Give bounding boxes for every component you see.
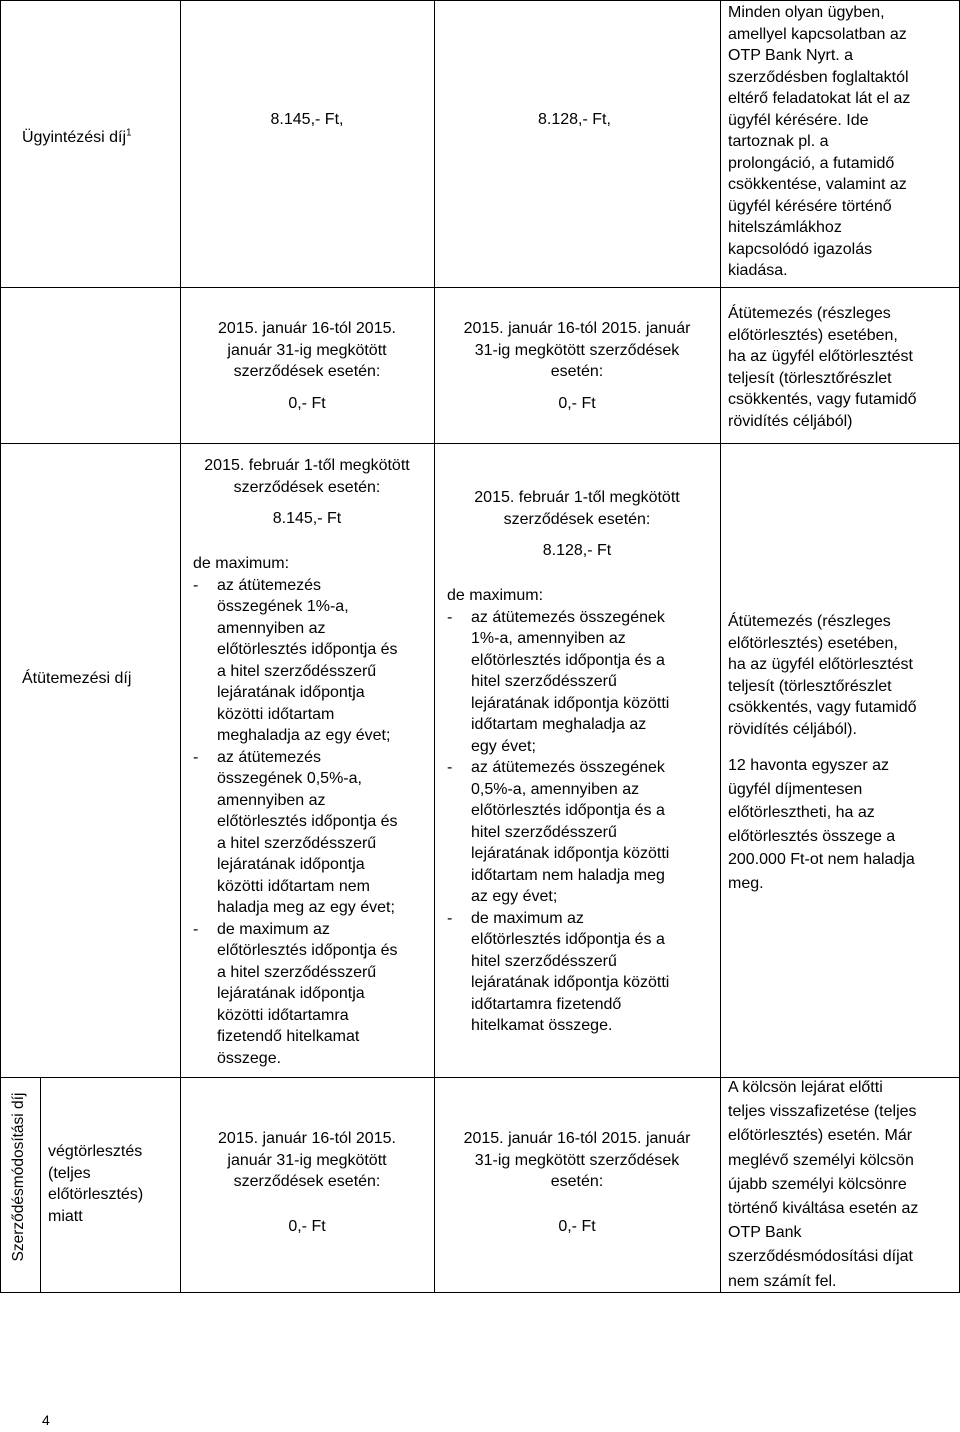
item-line: haladja meg az egy évet;: [217, 899, 395, 916]
note-line: ha az ügyfél előtörlesztést: [728, 656, 913, 673]
fee-value: 8.128,- Ft: [542, 542, 612, 559]
szerzodesmodositasi-group-label: Szerződésmódosítási díj: [10, 1092, 27, 1262]
note-line: előtörlesztés) esetében,: [728, 634, 898, 652]
period-line: szerződések esetén:: [233, 1173, 381, 1190]
list-item: [447, 908, 719, 1037]
item-line: összegének 1%-a,: [217, 598, 349, 615]
item-line: de maximum az: [217, 920, 330, 938]
atutemezesi-feb-col1-terms: [193, 553, 433, 1069]
period-line: 2015. január 16-tól 2015.: [218, 1130, 396, 1147]
item-line: de maximum az: [471, 909, 584, 927]
item-line: fizetendő hitelkamat: [217, 1028, 360, 1045]
period-line: 31-ig megkötött szerződések: [474, 1151, 680, 1169]
note-line: újabb személyi kölcsönre: [728, 1175, 907, 1193]
atutemezesi-feb-col1-header: [180, 455, 434, 530]
note-line: teljesít (törlesztőrészlet: [728, 369, 892, 387]
period-line: szerződések esetén:: [233, 478, 381, 496]
note-line: Minden olyan ügyben,: [728, 4, 885, 21]
note-line: prolongáció, a futamidő: [728, 154, 895, 172]
item-line: meghaladja az egy évet;: [217, 727, 391, 744]
note-line: meglévő személyi kölcsön: [728, 1151, 914, 1169]
note-line: hitelszámlákhoz: [728, 219, 842, 236]
label-text: Ügyintézési díj: [22, 129, 127, 146]
list-item: [447, 757, 719, 908]
footnote-mark: 1: [126, 127, 132, 139]
period-line: 2015. január 16-tól 2015. január: [463, 320, 691, 337]
label-line: előtörlesztés): [48, 1186, 144, 1203]
note-line: szerződésben foglaltaktól: [728, 68, 909, 86]
vegtorlesztes-label: [48, 1141, 180, 1227]
item-line: előtörlesztés időpontja és: [217, 813, 398, 830]
note-line: amellyel kapcsolatban az: [728, 25, 907, 43]
bullet-dash: -: [193, 920, 199, 938]
note-line: rövidítés céljából): [728, 412, 853, 430]
item-line: hitel szerződésszerű: [471, 673, 617, 690]
fee-value: 0,- Ft: [558, 1217, 596, 1235]
note-line: 200.000 Ft-ot nem haladja: [728, 851, 915, 869]
period-line: 2015. február 1-től megkötött: [474, 489, 680, 506]
atutemezesi-feb-col2-terms: [447, 585, 719, 1037]
item-line: lejáratának időpontja közötti: [471, 694, 670, 712]
item-line: hitel szerződésszerű: [471, 823, 617, 841]
item-line: az egy évet;: [471, 888, 558, 905]
item-line: előtörlesztés időpontja és: [217, 641, 398, 658]
item-line: 0,5%-a, amennyiben az: [471, 780, 640, 798]
note-line: szerződésmódosítási díjat: [728, 1248, 913, 1266]
item-line: amennyiben az: [217, 791, 326, 809]
item-line: közötti időtartam: [217, 705, 335, 723]
label-line: (teljes: [48, 1164, 91, 1182]
atutemezesi-feb-note-2: [728, 754, 960, 896]
note-line: Átütemezés (részleges: [728, 613, 891, 630]
note-line: teljes visszafizetése (teljes: [728, 1103, 917, 1121]
note-line: előtörlesztés) esetén. Már: [728, 1127, 913, 1145]
item-line: közötti időtartamra: [217, 1006, 349, 1024]
item-line: időtartam meghaladja az: [471, 716, 647, 733]
note-line: A kölcsön lejárat előtti: [728, 1079, 883, 1096]
note-line: OTP Bank: [728, 1224, 802, 1242]
item-line: közötti időtartam nem: [217, 877, 370, 895]
note-line: előtörlesztés összege a: [728, 827, 896, 845]
item-line: az átütemezés összegének: [471, 608, 665, 626]
list-item: [193, 575, 433, 747]
item-line: időtartamra fizetendő: [471, 995, 622, 1013]
note-line: kapcsolódó igazolás: [728, 240, 873, 258]
item-line: lejáratának időpontja: [217, 684, 365, 701]
item-line: a hitel szerződésszerű: [217, 963, 377, 981]
item-line: lejáratának időpontja: [217, 985, 365, 1002]
atutemezesi-feb-note: [728, 611, 960, 740]
item-line: 1%-a, amennyiben az: [471, 630, 626, 647]
period-line: 2015. január 16-tól 2015.: [218, 320, 396, 337]
item-line: az átütemezés összegének: [471, 759, 665, 776]
item-line: az átütemezés: [217, 576, 322, 594]
note-line: kiadása.: [728, 262, 788, 279]
note-line: előtörlesztheti, ha az: [728, 804, 875, 822]
atutemezesi-label: Átütemezési díj: [22, 670, 132, 687]
label-line: végtörlesztés: [48, 1143, 143, 1160]
item-line: amennyiben az: [217, 619, 326, 637]
note-line: 12 havonta egyszer az: [728, 757, 889, 774]
note-line: csökkentése, valamint az: [728, 176, 907, 193]
bullet-dash: -: [447, 909, 453, 927]
item-line: egy évet;: [471, 737, 536, 755]
note-line: nem számít fel.: [728, 1272, 837, 1290]
vegtorlesztes-col1: [180, 1128, 434, 1237]
note-line: rövidítés céljából).: [728, 720, 857, 738]
period-line: 31-ig megkötött szerződések: [474, 341, 680, 359]
period-line: 2015. február 1-től megkötött: [204, 457, 410, 474]
fee-value: 8.145,- Ft: [272, 510, 342, 527]
ugyintezesi-fee-col1: 8.145,- Ft,: [270, 111, 344, 128]
note-line: eltérő feladatokat lát el az: [728, 90, 911, 107]
list-item: [193, 919, 433, 1070]
period-line: 2015. január 16-tól 2015. január: [463, 1130, 691, 1147]
label-line: miatt: [48, 1207, 83, 1225]
atutemezesi-feb-col2-header: [434, 487, 720, 562]
note-line: teljesít (törlesztőrészlet: [728, 677, 892, 695]
note-line: ügyfél kérésére történő: [728, 197, 892, 215]
vegtorlesztes-note: [728, 1076, 960, 1294]
item-line: a hitel szerződésszerű: [217, 662, 377, 680]
list-item: [193, 747, 433, 919]
item-line: az átütemezés: [217, 748, 322, 766]
note-line: OTP Bank Nyrt. a: [728, 47, 854, 64]
note-line: történő kiváltása esetén az: [728, 1200, 919, 1218]
item-line: hitelkamat összege.: [471, 1017, 613, 1034]
item-line: a hitel szerződésszerű: [217, 834, 377, 852]
note-line: csökkentés, vagy futamidő: [728, 699, 917, 716]
vegtorlesztes-col2: [434, 1128, 720, 1237]
period-line: szerződések esetén:: [233, 363, 381, 380]
note-line: Átütemezés (részleges: [728, 305, 891, 322]
de-maximum: de maximum:: [193, 555, 290, 572]
bullet-dash: -: [447, 608, 453, 626]
note-line: tartoznak pl. a: [728, 133, 829, 150]
list-item: [447, 607, 719, 758]
fee-value: 0,- Ft: [288, 394, 326, 412]
de-maximum: de maximum:: [447, 587, 544, 604]
item-line: hitel szerződésszerű: [471, 952, 617, 970]
fee-value: 0,- Ft: [288, 1217, 326, 1235]
atutemezesi-jan-col2: [434, 318, 720, 414]
period-line: esetén:: [550, 1173, 604, 1190]
note-line: ha az ügyfél előtörlesztést: [728, 348, 913, 365]
atutemezesi-jan-note: [728, 303, 960, 432]
item-line: összege.: [217, 1049, 282, 1067]
item-line: előtörlesztés időpontja és: [217, 942, 398, 959]
bullet-dash: -: [193, 576, 199, 594]
bullet-dash: -: [447, 759, 453, 776]
item-line: előtörlesztés időpontja és a: [471, 802, 665, 819]
note-line: csökkentés, vagy futamidő: [728, 391, 917, 408]
item-line: lejáratának időpontja közötti: [471, 974, 670, 991]
item-line: összegének 0,5%-a,: [217, 770, 362, 787]
note-line: előtörlesztés) esetében,: [728, 326, 898, 344]
period-line: szerződések esetén:: [503, 510, 651, 528]
ugyintezesi-label: [22, 127, 180, 149]
item-line: lejáratának időpontja: [217, 856, 365, 873]
note-line: ügyfél díjmentesen: [728, 780, 863, 798]
item-line: előtörlesztés időpontja és a: [471, 651, 665, 669]
item-line: időtartam nem haladja meg: [471, 866, 665, 884]
item-line: lejáratának időpontja közötti: [471, 845, 670, 862]
ugyintezesi-note: [728, 2, 960, 282]
ugyintezesi-fee-col2: 8.128,- Ft,: [538, 111, 611, 128]
atutemezesi-jan-col1: [180, 318, 434, 414]
period-line: esetén:: [550, 363, 604, 380]
item-line: előtörlesztés időpontja és a: [471, 931, 665, 948]
note-line: ügyfél kérésére. Ide: [728, 111, 869, 129]
period-line: január 31-ig megkötött: [227, 1151, 387, 1169]
page-number: 4: [42, 1412, 50, 1428]
period-line: január 31-ig megkötött: [227, 341, 387, 359]
bullet-dash: -: [193, 748, 199, 766]
note-line: meg.: [728, 874, 764, 892]
fee-value: 0,- Ft: [558, 394, 596, 412]
